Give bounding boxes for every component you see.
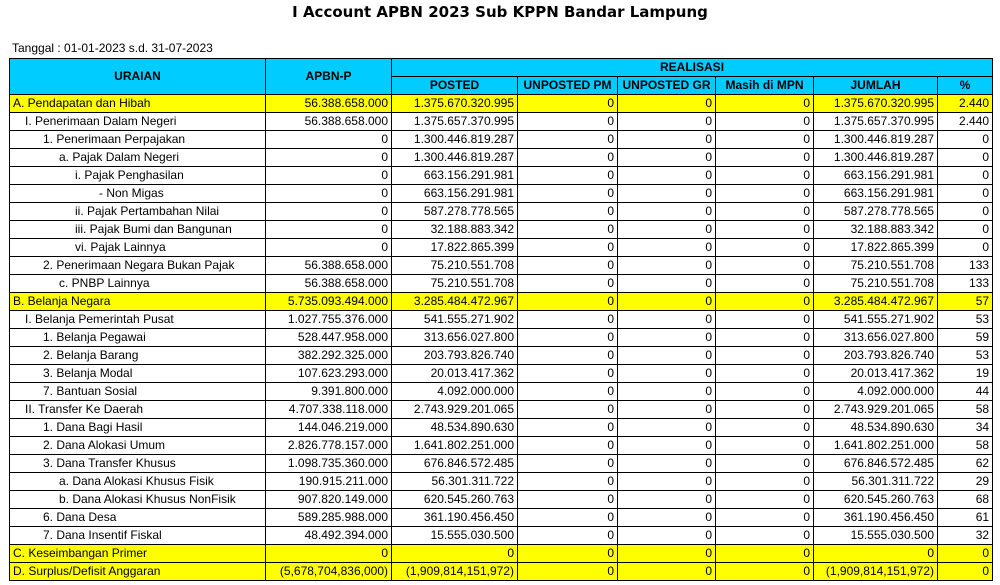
- table-row: [10, 95, 993, 113]
- cell-persen: 29: [938, 473, 993, 491]
- cell-persen: 53: [938, 347, 993, 365]
- cell-unposted-pm: 0: [518, 527, 618, 545]
- table-row: [10, 419, 993, 437]
- cell-apbnp: 1.027.755.376.000: [266, 311, 392, 329]
- cell-persen: 0: [938, 563, 993, 581]
- cell-masih-mpn: 0: [716, 365, 814, 383]
- table-row: [10, 527, 993, 545]
- cell-persen: 0: [938, 167, 993, 185]
- cell-persen: 59: [938, 329, 993, 347]
- cell-uraian: 3. Belanja Modal: [10, 365, 266, 383]
- cell-apbnp: 107.623.293.000: [266, 365, 392, 383]
- cell-unposted-gr: 0: [618, 491, 716, 509]
- cell-apbnp: 0: [266, 203, 392, 221]
- cell-posted: 1.641.802.251.000: [392, 437, 518, 455]
- cell-uraian: c. PNBP Lainnya: [10, 275, 266, 293]
- cell-jumlah: 17.822.865.399: [814, 239, 938, 257]
- cell-masih-mpn: 0: [716, 419, 814, 437]
- cell-unposted-gr: 0: [618, 203, 716, 221]
- cell-unposted-pm: 0: [518, 491, 618, 509]
- cell-apbnp: 5.735.093.494.000: [266, 293, 392, 311]
- cell-masih-mpn: 0: [716, 113, 814, 131]
- cell-persen: 53: [938, 311, 993, 329]
- cell-masih-mpn: 0: [716, 563, 814, 581]
- cell-unposted-gr: 0: [618, 545, 716, 563]
- cell-persen: 34: [938, 419, 993, 437]
- table-row: [10, 473, 993, 491]
- cell-apbnp: 528.447.958.000: [266, 329, 392, 347]
- cell-posted: 541.555.271.902: [392, 311, 518, 329]
- cell-posted: 2.743.929.201.065: [392, 401, 518, 419]
- cell-unposted-pm: 0: [518, 473, 618, 491]
- cell-posted: 313.656.027.800: [392, 329, 518, 347]
- cell-unposted-gr: 0: [618, 563, 716, 581]
- cell-unposted-pm: 0: [518, 437, 618, 455]
- cell-unposted-pm: 0: [518, 311, 618, 329]
- cell-apbnp: 56.388.658.000: [266, 275, 392, 293]
- cell-apbnp: 190.915.211.000: [266, 473, 392, 491]
- cell-jumlah: 676.846.572.485: [814, 455, 938, 473]
- cell-uraian: I. Penerimaan Dalam Negeri: [10, 113, 266, 131]
- account-table: [9, 58, 993, 581]
- table-row: [10, 401, 993, 419]
- cell-posted: 1.300.446.819.287: [392, 149, 518, 167]
- cell-unposted-pm: 0: [518, 167, 618, 185]
- cell-posted: 32.188.883.342: [392, 221, 518, 239]
- cell-persen: 44: [938, 383, 993, 401]
- cell-unposted-gr: 0: [618, 185, 716, 203]
- cell-unposted-pm: 0: [518, 203, 618, 221]
- cell-unposted-pm: 0: [518, 455, 618, 473]
- cell-persen: 0: [938, 131, 993, 149]
- table-row: [10, 185, 993, 203]
- table-row: [10, 437, 993, 455]
- cell-jumlah: 48.534.890.630: [814, 419, 938, 437]
- col-header-masih-mpn: Masih di MPN: [716, 77, 814, 95]
- table-body: [10, 95, 993, 581]
- cell-unposted-pm: 0: [518, 149, 618, 167]
- cell-posted: 56.301.311.722: [392, 473, 518, 491]
- cell-jumlah: 1.300.446.819.287: [814, 149, 938, 167]
- cell-posted: 3.285.484.472.967: [392, 293, 518, 311]
- cell-jumlah: 3.285.484.472.967: [814, 293, 938, 311]
- cell-masih-mpn: 0: [716, 311, 814, 329]
- cell-uraian: I. Belanja Pemerintah Pusat: [10, 311, 266, 329]
- cell-unposted-pm: 0: [518, 221, 618, 239]
- table-row: [10, 167, 993, 185]
- cell-posted: 620.545.260.763: [392, 491, 518, 509]
- cell-apbnp: 1.098.735.360.000: [266, 455, 392, 473]
- cell-uraian: C. Keseimbangan Primer: [10, 545, 266, 563]
- cell-uraian: A. Pendapatan dan Hibah: [10, 95, 266, 113]
- cell-masih-mpn: 0: [716, 347, 814, 365]
- cell-posted: 1.375.670.320.995: [392, 95, 518, 113]
- cell-apbnp: 56.388.658.000: [266, 95, 392, 113]
- cell-apbnp: 0: [266, 545, 392, 563]
- cell-masih-mpn: 0: [716, 401, 814, 419]
- cell-posted: 663.156.291.981: [392, 167, 518, 185]
- cell-unposted-gr: 0: [618, 329, 716, 347]
- cell-uraian: b. Dana Alokasi Khusus NonFisik: [10, 491, 266, 509]
- cell-unposted-pm: 0: [518, 329, 618, 347]
- cell-apbnp: 48.492.394.000: [266, 527, 392, 545]
- cell-posted: 15.555.030.500: [392, 527, 518, 545]
- table-row: [10, 311, 993, 329]
- cell-unposted-pm: 0: [518, 545, 618, 563]
- cell-unposted-pm: 0: [518, 419, 618, 437]
- cell-unposted-gr: 0: [618, 275, 716, 293]
- col-header-jumlah: JUMLAH: [814, 77, 938, 95]
- cell-posted: 676.846.572.485: [392, 455, 518, 473]
- cell-apbnp: 589.285.988.000: [266, 509, 392, 527]
- cell-uraian: 2. Penerimaan Negara Bukan Pajak: [10, 257, 266, 275]
- col-header-realisasi: REALISASI: [392, 59, 993, 77]
- cell-apbnp: 56.388.658.000: [266, 113, 392, 131]
- cell-jumlah: 20.013.417.362: [814, 365, 938, 383]
- table-row: [10, 113, 993, 131]
- cell-persen: 0: [938, 545, 993, 563]
- cell-unposted-pm: 0: [518, 509, 618, 527]
- cell-masih-mpn: 0: [716, 257, 814, 275]
- cell-posted: 0: [392, 545, 518, 563]
- table-row: [10, 455, 993, 473]
- cell-masih-mpn: 0: [716, 239, 814, 257]
- cell-persen: 0: [938, 239, 993, 257]
- report-title: I Account APBN 2023 Sub KPPN Bandar Lampung: [292, 3, 708, 21]
- cell-masih-mpn: 0: [716, 491, 814, 509]
- cell-jumlah: 0: [814, 545, 938, 563]
- cell-unposted-pm: 0: [518, 275, 618, 293]
- table-row: [10, 149, 993, 167]
- cell-apbnp: 9.391.800.000: [266, 383, 392, 401]
- cell-apbnp: 0: [266, 221, 392, 239]
- cell-uraian: B. Belanja Negara: [10, 293, 266, 311]
- cell-uraian: 2. Dana Alokasi Umum: [10, 437, 266, 455]
- cell-posted: 1.375.657.370.995: [392, 113, 518, 131]
- cell-masih-mpn: 0: [716, 527, 814, 545]
- cell-posted: 4.092.000.000: [392, 383, 518, 401]
- cell-uraian: 7. Bantuan Sosial: [10, 383, 266, 401]
- cell-posted: 75.210.551.708: [392, 275, 518, 293]
- cell-jumlah: 1.300.446.819.287: [814, 131, 938, 149]
- cell-unposted-pm: 0: [518, 113, 618, 131]
- cell-persen: 58: [938, 401, 993, 419]
- cell-uraian: ii. Pajak Pertambahan Nilai: [10, 203, 266, 221]
- cell-unposted-gr: 0: [618, 167, 716, 185]
- cell-masih-mpn: 0: [716, 437, 814, 455]
- cell-jumlah: (1,909,814,151,972): [814, 563, 938, 581]
- cell-apbnp: 0: [266, 167, 392, 185]
- cell-masih-mpn: 0: [716, 221, 814, 239]
- cell-posted: 48.534.890.630: [392, 419, 518, 437]
- cell-posted: 587.278.778.565: [392, 203, 518, 221]
- cell-unposted-pm: 0: [518, 131, 618, 149]
- cell-apbnp: 56.388.658.000: [266, 257, 392, 275]
- cell-jumlah: 75.210.551.708: [814, 257, 938, 275]
- cell-unposted-gr: 0: [618, 311, 716, 329]
- cell-masih-mpn: 0: [716, 95, 814, 113]
- table-row: [10, 491, 993, 509]
- cell-posted: 1.300.446.819.287: [392, 131, 518, 149]
- cell-uraian: 7. Dana Insentif Fiskal: [10, 527, 266, 545]
- cell-uraian: iii. Pajak Bumi dan Bangunan: [10, 221, 266, 239]
- cell-persen: 133: [938, 275, 993, 293]
- table-row: [10, 365, 993, 383]
- table-row: [10, 383, 993, 401]
- table-row: [10, 545, 993, 563]
- cell-persen: 0: [938, 149, 993, 167]
- table-row: [10, 509, 993, 527]
- cell-masih-mpn: 0: [716, 275, 814, 293]
- cell-apbnp: 2.826.778.157.000: [266, 437, 392, 455]
- table-row: [10, 347, 993, 365]
- cell-unposted-gr: 0: [618, 221, 716, 239]
- table-row: [10, 293, 993, 311]
- cell-unposted-pm: 0: [518, 563, 618, 581]
- cell-masih-mpn: 0: [716, 149, 814, 167]
- cell-unposted-gr: 0: [618, 437, 716, 455]
- cell-masih-mpn: 0: [716, 203, 814, 221]
- cell-unposted-gr: 0: [618, 455, 716, 473]
- cell-jumlah: 313.656.027.800: [814, 329, 938, 347]
- cell-unposted-pm: 0: [518, 185, 618, 203]
- cell-posted: (1,909,814,151,972): [392, 563, 518, 581]
- cell-persen: 57: [938, 293, 993, 311]
- cell-jumlah: 75.210.551.708: [814, 275, 938, 293]
- cell-apbnp: 144.046.219.000: [266, 419, 392, 437]
- cell-unposted-gr: 0: [618, 527, 716, 545]
- cell-uraian: a. Pajak Dalam Negeri: [10, 149, 266, 167]
- cell-unposted-pm: 0: [518, 365, 618, 383]
- cell-unposted-gr: 0: [618, 257, 716, 275]
- cell-apbnp: 4.707.338.118.000: [266, 401, 392, 419]
- cell-masih-mpn: 0: [716, 167, 814, 185]
- table-row: [10, 329, 993, 347]
- table-row: [10, 563, 993, 581]
- cell-jumlah: 620.545.260.763: [814, 491, 938, 509]
- cell-uraian: a. Dana Alokasi Khusus Fisik: [10, 473, 266, 491]
- cell-unposted-gr: 0: [618, 239, 716, 257]
- cell-uraian: 6. Dana Desa: [10, 509, 266, 527]
- cell-posted: 75.210.551.708: [392, 257, 518, 275]
- cell-unposted-gr: 0: [618, 131, 716, 149]
- cell-apbnp: (5,678,704,836,000): [266, 563, 392, 581]
- cell-unposted-gr: 0: [618, 401, 716, 419]
- cell-masih-mpn: 0: [716, 473, 814, 491]
- cell-uraian: 2. Belanja Barang: [10, 347, 266, 365]
- cell-jumlah: 4.092.000.000: [814, 383, 938, 401]
- cell-masih-mpn: 0: [716, 455, 814, 473]
- cell-masih-mpn: 0: [716, 329, 814, 347]
- cell-unposted-gr: 0: [618, 293, 716, 311]
- cell-jumlah: 203.793.826.740: [814, 347, 938, 365]
- col-header-persen: %: [938, 77, 993, 95]
- cell-masih-mpn: 0: [716, 185, 814, 203]
- cell-unposted-gr: 0: [618, 149, 716, 167]
- cell-uraian: 1. Dana Bagi Hasil: [10, 419, 266, 437]
- cell-jumlah: 1.641.802.251.000: [814, 437, 938, 455]
- cell-persen: 62: [938, 455, 993, 473]
- cell-persen: 58: [938, 437, 993, 455]
- cell-unposted-gr: 0: [618, 509, 716, 527]
- cell-persen: 2.440: [938, 113, 993, 131]
- cell-posted: 20.013.417.362: [392, 365, 518, 383]
- cell-persen: 0: [938, 185, 993, 203]
- col-header-uraian: URAIAN: [10, 59, 266, 95]
- cell-posted: 203.793.826.740: [392, 347, 518, 365]
- cell-persen: 2.440: [938, 95, 993, 113]
- cell-uraian: i. Pajak Penghasilan: [10, 167, 266, 185]
- cell-apbnp: 0: [266, 131, 392, 149]
- cell-unposted-gr: 0: [618, 113, 716, 131]
- table-row: [10, 203, 993, 221]
- cell-posted: 663.156.291.981: [392, 185, 518, 203]
- cell-unposted-pm: 0: [518, 95, 618, 113]
- cell-jumlah: 2.743.929.201.065: [814, 401, 938, 419]
- cell-jumlah: 663.156.291.981: [814, 185, 938, 203]
- cell-masih-mpn: 0: [716, 131, 814, 149]
- cell-unposted-gr: 0: [618, 95, 716, 113]
- cell-jumlah: 587.278.778.565: [814, 203, 938, 221]
- table-row: [10, 275, 993, 293]
- cell-persen: 133: [938, 257, 993, 275]
- cell-jumlah: 663.156.291.981: [814, 167, 938, 185]
- cell-jumlah: 1.375.657.370.995: [814, 113, 938, 131]
- col-header-unposted-gr: UNPOSTED GR: [618, 77, 716, 95]
- cell-unposted-gr: 0: [618, 473, 716, 491]
- col-header-posted: POSTED: [392, 77, 518, 95]
- cell-posted: 17.822.865.399: [392, 239, 518, 257]
- cell-uraian: - Non Migas: [10, 185, 266, 203]
- cell-apbnp: 907.820.149.000: [266, 491, 392, 509]
- cell-jumlah: 541.555.271.902: [814, 311, 938, 329]
- cell-masih-mpn: 0: [716, 545, 814, 563]
- cell-unposted-pm: 0: [518, 383, 618, 401]
- cell-uraian: 1. Penerimaan Perpajakan: [10, 131, 266, 149]
- cell-uraian: D. Surplus/Defisit Anggaran: [10, 563, 266, 581]
- report-period: Tanggal : 01-01-2023 s.d. 31-07-2023: [12, 41, 213, 55]
- cell-masih-mpn: 0: [716, 383, 814, 401]
- cell-jumlah: 56.301.311.722: [814, 473, 938, 491]
- table-row: [10, 257, 993, 275]
- cell-jumlah: 361.190.456.450: [814, 509, 938, 527]
- cell-apbnp: 382.292.325.000: [266, 347, 392, 365]
- cell-persen: 0: [938, 203, 993, 221]
- cell-unposted-pm: 0: [518, 347, 618, 365]
- cell-unposted-pm: 0: [518, 293, 618, 311]
- col-header-apbnp: APBN-P: [266, 59, 392, 95]
- cell-jumlah: 1.375.670.320.995: [814, 95, 938, 113]
- cell-persen: 0: [938, 221, 993, 239]
- cell-unposted-pm: 0: [518, 239, 618, 257]
- cell-masih-mpn: 0: [716, 509, 814, 527]
- cell-persen: 61: [938, 509, 993, 527]
- cell-unposted-pm: 0: [518, 401, 618, 419]
- cell-masih-mpn: 0: [716, 293, 814, 311]
- cell-persen: 19: [938, 365, 993, 383]
- cell-uraian: vi. Pajak Lainnya: [10, 239, 266, 257]
- cell-persen: 32: [938, 527, 993, 545]
- cell-posted: 361.190.456.450: [392, 509, 518, 527]
- cell-unposted-gr: 0: [618, 419, 716, 437]
- col-header-unposted-pm: UNPOSTED PM: [518, 77, 618, 95]
- cell-uraian: 1. Belanja Pegawai: [10, 329, 266, 347]
- cell-apbnp: 0: [266, 185, 392, 203]
- table-row: [10, 131, 993, 149]
- cell-unposted-gr: 0: [618, 383, 716, 401]
- cell-jumlah: 32.188.883.342: [814, 221, 938, 239]
- cell-persen: 68: [938, 491, 993, 509]
- cell-unposted-gr: 0: [618, 347, 716, 365]
- header-row-top: [10, 59, 993, 77]
- cell-uraian: 3. Dana Transfer Khusus: [10, 455, 266, 473]
- table-row: [10, 221, 993, 239]
- cell-unposted-gr: 0: [618, 365, 716, 383]
- cell-apbnp: 0: [266, 239, 392, 257]
- cell-jumlah: 15.555.030.500: [814, 527, 938, 545]
- table-row: [10, 239, 993, 257]
- cell-apbnp: 0: [266, 149, 392, 167]
- cell-unposted-pm: 0: [518, 257, 618, 275]
- cell-uraian: II. Transfer Ke Daerah: [10, 401, 266, 419]
